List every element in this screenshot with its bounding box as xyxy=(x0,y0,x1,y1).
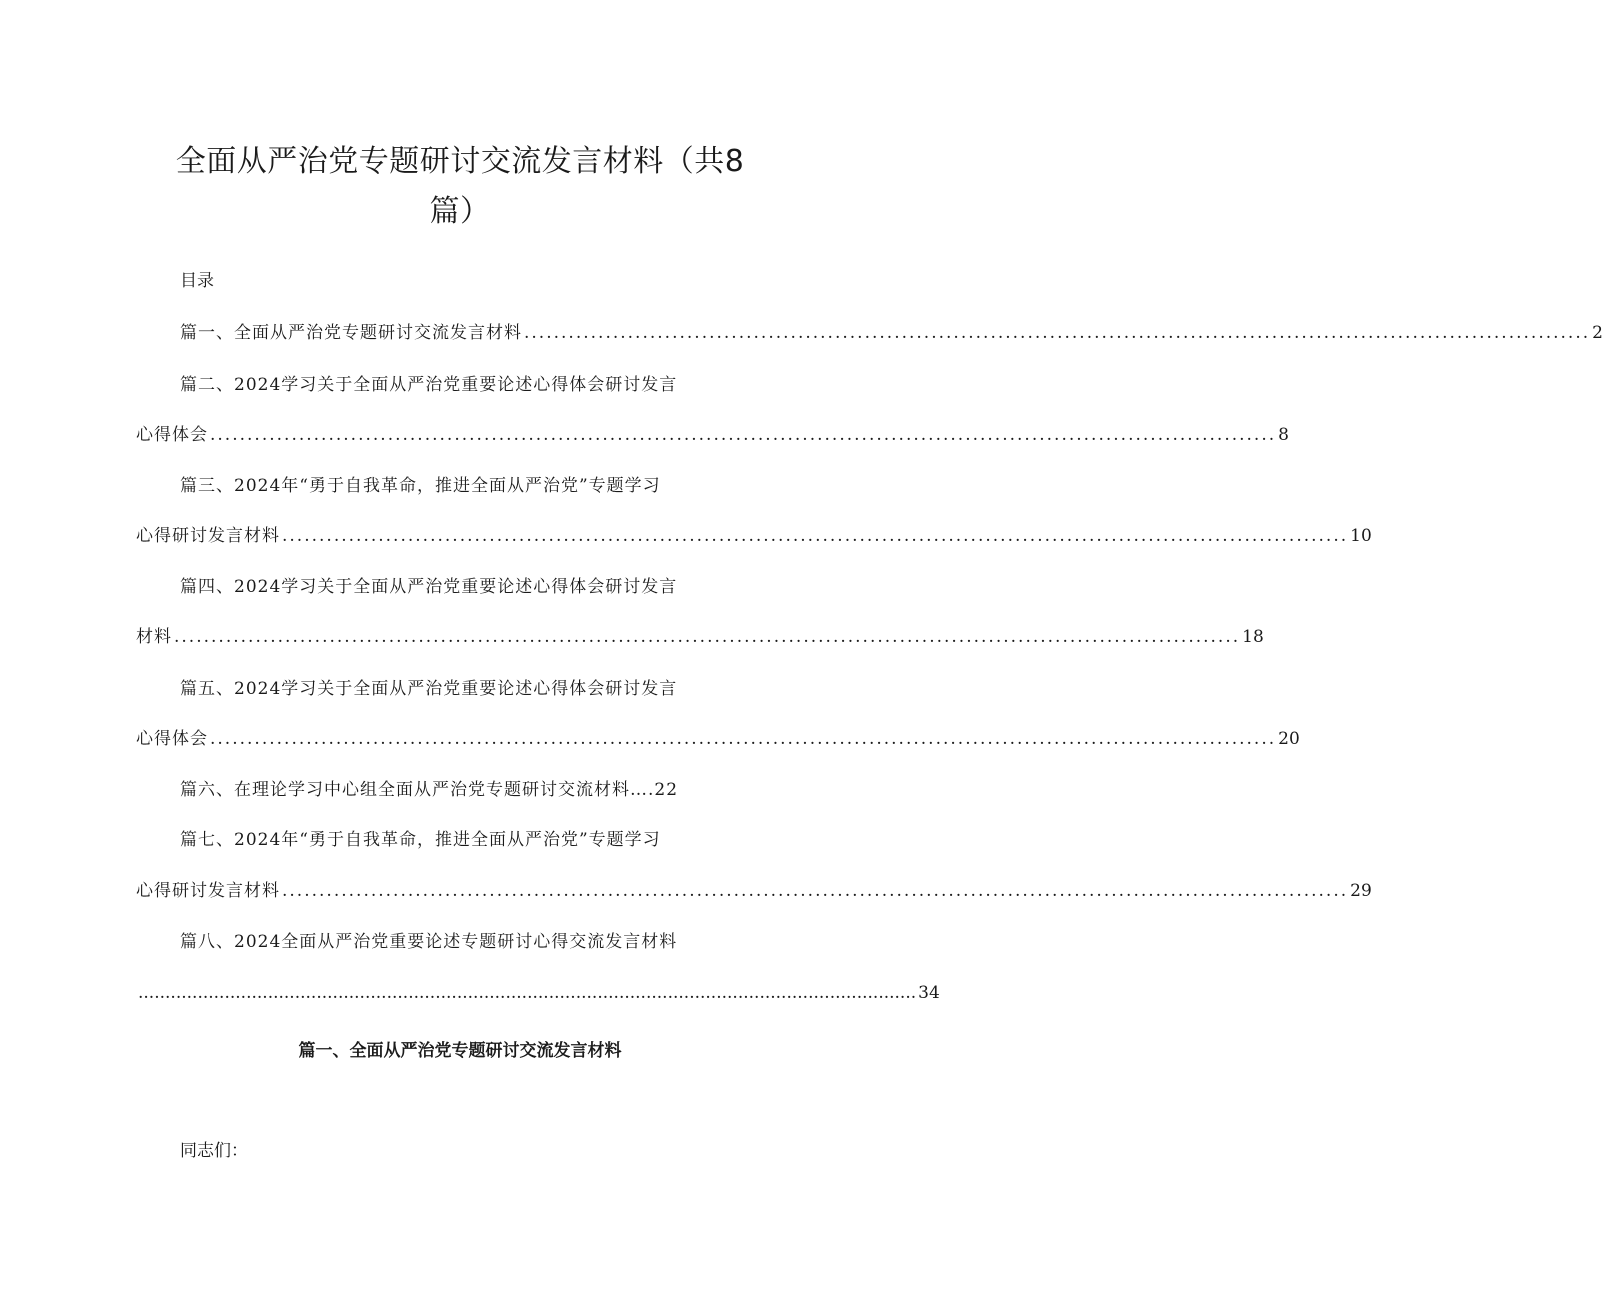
toc-entry-1[interactable] xyxy=(136,318,1603,348)
toc-entry-3-continued[interactable] xyxy=(136,521,1372,551)
toc-entry-text: 篇八、2024全面从严治党重要论述专题研讨心得交流发言材料 xyxy=(180,932,678,952)
toc-entry-text: 心得体会 xyxy=(136,425,208,445)
toc-entry-text: 篇三、2024年“勇于自我革命，推进全面从严治党”专题学习 xyxy=(180,476,661,496)
toc-page-number: 18 xyxy=(1242,627,1264,647)
toc-page-number: 34 xyxy=(918,983,940,1003)
toc-leader-dots: ................................................................................................................................................ xyxy=(174,627,1241,647)
toc-entry-text: 篇七、2024年“勇于自我革命，推进全面从严治党”专题学习 xyxy=(180,830,661,850)
toc-entry-text: 篇四、2024学习关于全面从严治党重要论述心得体会研讨发言 xyxy=(180,577,678,597)
toc-entry-2[interactable] xyxy=(136,370,780,400)
toc-entry-3[interactable] xyxy=(136,471,780,501)
document-title-line-2: 篇） xyxy=(429,194,491,229)
toc-leader-dots: ................................................................................................................................................ xyxy=(138,983,917,1003)
toc-entry-text: 篇五、2024学习关于全面从严治党重要论述心得体会研讨发言 xyxy=(180,679,678,699)
toc-leader-dots: ................................................................................................................................................ xyxy=(210,425,1277,445)
toc-entry-text: 篇六、在理论学习中心组全面从严治党专题研讨交流材料….22 xyxy=(180,780,679,800)
toc-leader-dots: ................................................................................................................................................ xyxy=(282,881,1349,901)
section-heading: 篇一、全面从严治党专题研讨交流发言材料 xyxy=(298,1041,622,1061)
toc-entry-7-continued[interactable] xyxy=(136,876,1372,906)
toc-leader-dots: ................................................................................................................................................ xyxy=(210,729,1277,749)
toc-entry-8[interactable] xyxy=(136,927,780,957)
toc-entry-5-continued[interactable] xyxy=(136,724,1300,754)
toc-leader-dots: ................................................................................................................................................ xyxy=(524,323,1591,343)
toc-entry-text: 材料 xyxy=(136,627,172,647)
salutation-text: 同志们： xyxy=(180,1141,248,1161)
toc-entry-5[interactable] xyxy=(136,674,780,704)
toc-entry-4-continued[interactable] xyxy=(136,622,1264,652)
document-title-line-1: 全面从严治党专题研讨交流发言材料（共8 xyxy=(175,144,745,179)
toc-page-number: 8 xyxy=(1278,425,1289,445)
toc-page-number: 2 xyxy=(1592,323,1603,343)
toc-entry-text: 篇一、全面从严治党专题研讨交流发言材料 xyxy=(180,323,522,343)
toc-page-number: 29 xyxy=(1350,881,1372,901)
toc-entry-6[interactable] xyxy=(136,775,780,805)
toc-page-number: 10 xyxy=(1350,526,1372,546)
toc-entry-text: 心得研讨发言材料 xyxy=(136,881,280,901)
toc-leader-dots: ................................................................................................................................................ xyxy=(282,526,1349,546)
toc-heading: 目录 xyxy=(180,271,214,291)
toc-entry-7[interactable] xyxy=(136,825,780,855)
toc-entry-text: 心得体会 xyxy=(136,729,208,749)
toc-entry-2-continued[interactable] xyxy=(136,420,1289,450)
toc-entry-8-continued[interactable] xyxy=(136,978,940,1008)
toc-entry-4[interactable] xyxy=(136,572,780,602)
toc-entry-text: 心得研讨发言材料 xyxy=(136,526,280,546)
toc-page-number: 20 xyxy=(1278,729,1300,749)
toc-entry-text: 篇二、2024学习关于全面从严治党重要论述心得体会研讨发言 xyxy=(180,375,678,395)
